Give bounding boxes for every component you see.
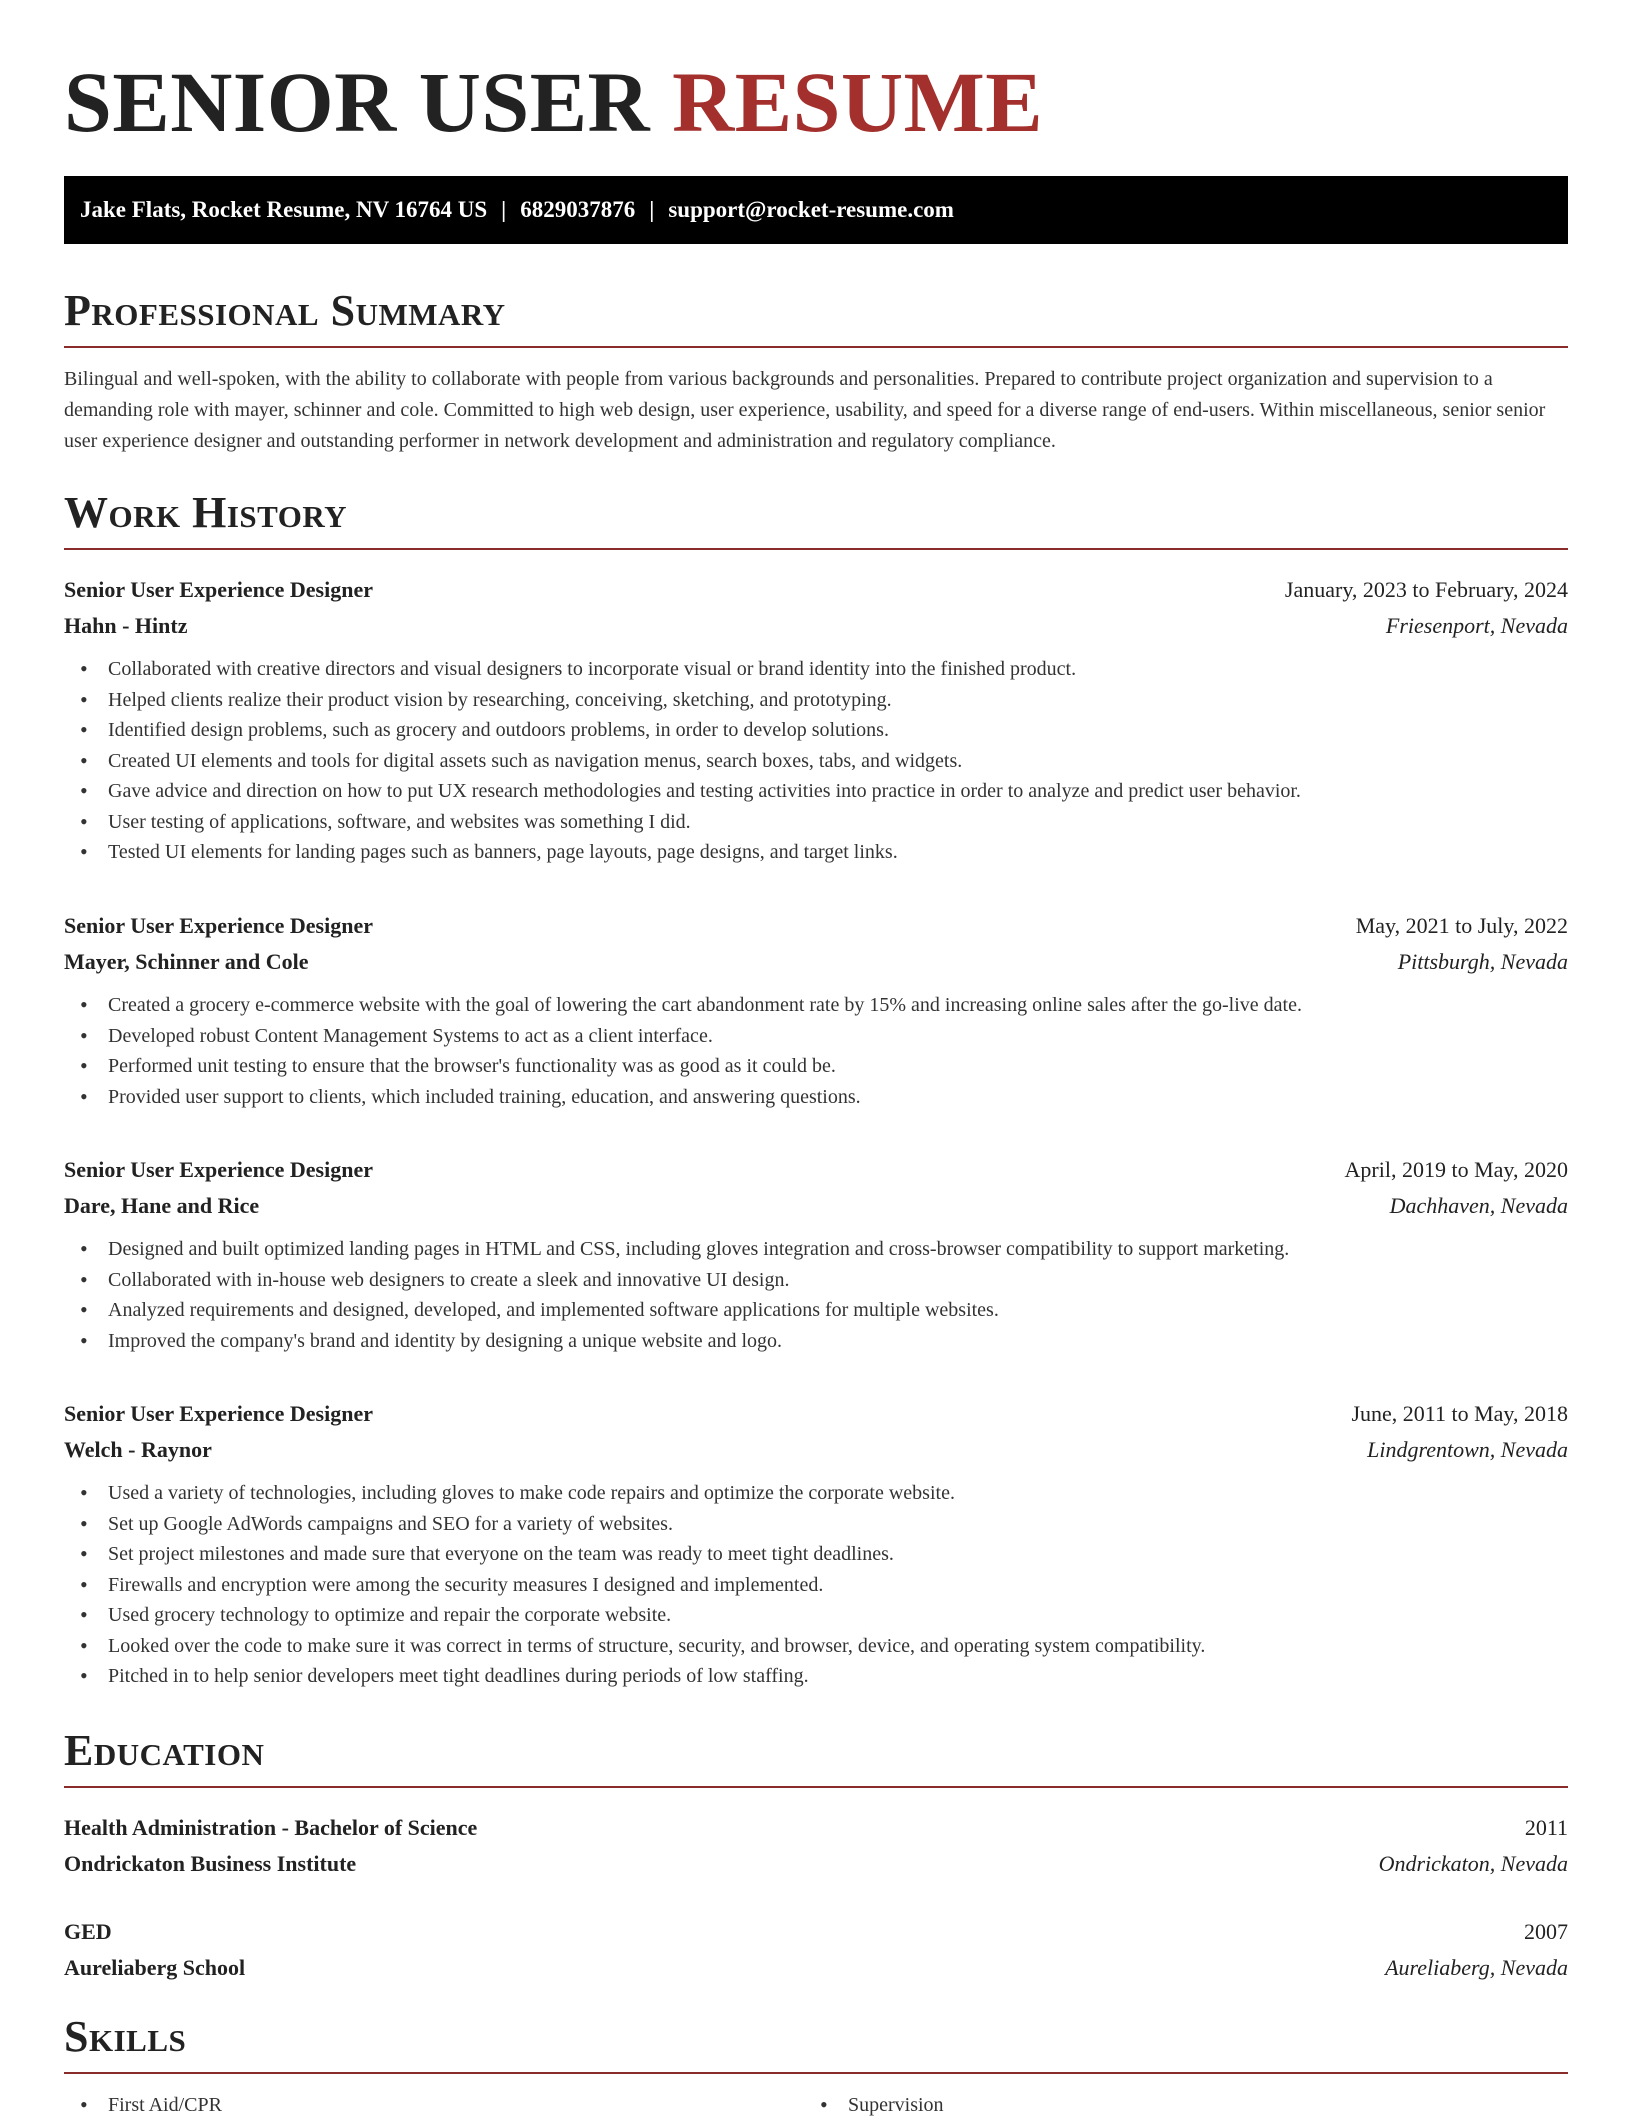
job-location: Lindgrentown, Nevada: [1367, 1437, 1568, 1462]
section-divider: [64, 548, 1568, 550]
education-school: Ondrickaton Business Institute: [64, 1851, 357, 1876]
list-item: • Gave advice and direction on how to put UX research methodologies and testing activities into practice in order to analyze and predict user behavior.: [64, 776, 1568, 807]
section-divider: [64, 1786, 1568, 1788]
list-item: • Provided user support to clients, which included training, education, and answering questions.: [64, 1082, 1568, 1113]
job-company: Mayer, Schinner and Cole: [64, 949, 309, 974]
contact-separator: |: [649, 197, 655, 222]
list-item: • Tested UI elements for landing pages such as banners, page layouts, page designs, and target links.: [64, 837, 1568, 868]
job-company: Hahn - Hintz: [64, 613, 188, 638]
education-location: Aureliaberg, Nevada: [1385, 1955, 1568, 1980]
list-item: • Created a grocery e-commerce website with the goal of lowering the cart abandonment rate by 15% and increasing online sales after the go-live date.: [64, 990, 1568, 1021]
section-divider: [64, 2072, 1568, 2074]
summary-section: [64, 284, 1568, 457]
list-item: • Collaborated with in-house web designers to create a sleek and innovative UI design.: [64, 1265, 1568, 1296]
education-degree: Health Administration - Bachelor of Science: [64, 1815, 478, 1840]
skill-item: • Supervision: [804, 2090, 1544, 2121]
section-title-summary: Professional Summary: [64, 286, 506, 335]
list-item: • Firewalls and encryption were among the security measures I designed and implemented.: [64, 1570, 1568, 1601]
section-title-skills: Skills: [64, 2012, 187, 2061]
job-dates: January, 2023 to February, 2024: [1284, 577, 1568, 602]
title-accent: RESUME: [672, 54, 1044, 150]
contact-address: Jake Flats, Rocket Resume, NV 16764 US: [80, 197, 488, 222]
job-entry: [64, 908, 1568, 1112]
list-item: • Used grocery technology to optimize and repair the corporate website.: [64, 1600, 1568, 1631]
list-item: • Analyzed requirements and designed, developed, and implemented software applications for multiple websites.: [64, 1295, 1568, 1326]
job-dates: April, 2019 to May, 2020: [1344, 1157, 1568, 1182]
job-company: Dare, Hane and Rice: [64, 1193, 260, 1218]
job-title: Senior User Experience Designer: [64, 913, 373, 938]
resume-title: [64, 52, 1043, 152]
education-entry: [64, 1810, 1568, 1882]
title-main: SENIOR USER: [64, 54, 651, 150]
education-section: [64, 1724, 1568, 1788]
job-location: Pittsburgh, Nevada: [1397, 949, 1568, 974]
job-entry: [64, 1152, 1568, 1356]
list-item: • Helped clients realize their product vision by researching, conceiving, sketching, and prototyping.: [64, 685, 1568, 716]
section-title-work-history: Work History: [64, 488, 348, 537]
list-item: • Improved the company's brand and identity by designing a unique website and logo.: [64, 1326, 1568, 1357]
work-history-section: [64, 486, 1568, 550]
list-item: • Identified design problems, such as grocery and outdoors problems, in order to develop solutions.: [64, 715, 1568, 746]
list-item: • Designed and built optimized landing pages in HTML and CSS, including gloves integration and cross-browser compatibility to support marketing.: [64, 1234, 1568, 1265]
list-item: • Used a variety of technologies, including gloves to make code repairs and optimize the corporate website.: [64, 1478, 1568, 1509]
list-item: • Collaborated with creative directors and visual designers to incorporate visual or brand identity into the finished product.: [64, 654, 1568, 685]
list-item: • Developed robust Content Management Systems to act as a client interface.: [64, 1021, 1568, 1052]
education-school: Aureliaberg School: [64, 1955, 246, 1980]
job-title: Senior User Experience Designer: [64, 1157, 373, 1182]
job-location: Friesenport, Nevada: [1385, 613, 1568, 638]
contact-phone: 6829037876: [520, 197, 636, 222]
summary-text: Bilingual and well-spoken, with the ability to collaborate with people from various backgrounds and personalities. Prepared to contribute project organization and supervision to a demanding role with mayer, schinner and cole. Committed to high web design, user experience, usability, and speed for a diverse range of end-users. Within miscellaneous, senior senior user experience designer and outstanding performer in network development and administration and regulatory compliance.: [64, 368, 1546, 452]
education-degree: GED: [64, 1919, 112, 1944]
list-item: • Created UI elements and tools for digital assets such as navigation menus, search boxes, tabs, and widgets.: [64, 746, 1568, 777]
education-year: 2011: [1524, 1815, 1568, 1840]
list-item: • Performed unit testing to ensure that the browser's functionality was as good as it could be.: [64, 1051, 1568, 1082]
job-entry: [64, 1396, 1568, 1692]
job-title: Senior User Experience Designer: [64, 577, 373, 602]
education-location: Ondrickaton, Nevada: [1378, 1851, 1568, 1876]
job-bullets: [64, 1234, 1568, 1356]
job-dates: June, 2011 to May, 2018: [1351, 1401, 1568, 1426]
list-item: • Set up Google AdWords campaigns and SEO for a variety of websites.: [64, 1509, 1568, 1540]
section-divider: [64, 346, 1568, 348]
job-bullets: [64, 654, 1568, 868]
job-company: Welch - Raynor: [64, 1437, 212, 1462]
job-title: Senior User Experience Designer: [64, 1401, 373, 1426]
job-entry: [64, 572, 1568, 868]
skills-column-left: [64, 2090, 804, 2121]
job-bullets: [64, 990, 1568, 1112]
job-dates: May, 2021 to July, 2022: [1355, 913, 1568, 938]
section-title-education: Education: [64, 1726, 265, 1775]
skills-section: [64, 2010, 1568, 2121]
skill-item: • First Aid/CPR: [64, 2090, 804, 2121]
list-item: • Looked over the code to make sure it was correct in terms of structure, security, and browser, device, and operating system compatibility.: [64, 1631, 1568, 1662]
list-item: • Pitched in to help senior developers meet tight deadlines during periods of low staffing.: [64, 1661, 1568, 1692]
job-bullets: [64, 1478, 1568, 1692]
education-entry: [64, 1914, 1568, 1986]
contact-email: support@rocket-resume.com: [668, 197, 954, 222]
contact-separator: |: [501, 197, 507, 222]
contact-bar: [64, 176, 1568, 244]
skills-list: [64, 2090, 1568, 2121]
education-year: 2007: [1524, 1919, 1568, 1944]
list-item: • User testing of applications, software, and websites was something I did.: [64, 807, 1568, 838]
list-item: • Set project milestones and made sure that everyone on the team was ready to meet tight deadlines.: [64, 1539, 1568, 1570]
skills-column-right: [804, 2090, 1544, 2121]
job-location: Dachhaven, Nevada: [1389, 1193, 1568, 1218]
